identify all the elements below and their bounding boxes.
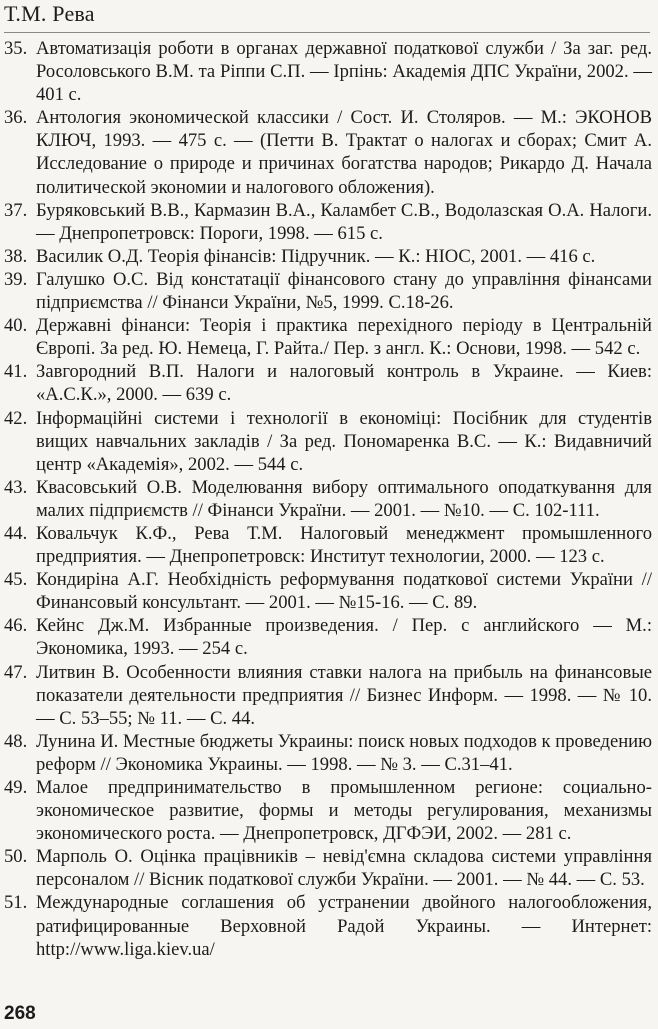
reference-number: 40. <box>4 315 28 337</box>
reference-number: 49. <box>4 777 28 798</box>
reference-text: Кондиріна А.Г. Необхідність реформування податкової системи України // Финансовый консультант. — 2001. — №15-16. — С. 89. <box>36 569 652 614</box>
reference-text: Малое предпринимательство в промышленном регионе: социально-экономическое развитие, формы и методы регулирования, механизмы экономического роста. — Днепропетровск, ДГФЭИ, 2002. — 281 с. <box>36 777 652 845</box>
reference-text: Буряковський В.В., Кармазин В.А., Каламбет С.В., Водолазская О.А. Налоги. — Днепропетровск: Пороги, 1998. — 615 с. <box>36 199 652 244</box>
reference-item <box>4 845 652 891</box>
reference-text: Марполь О. Оцінка працівників – невід'ємна складова системи управління персоналом // Вісник податкової служби України. — 2001. — № 44. — С. 53. <box>36 846 652 891</box>
reference-item <box>4 106 652 198</box>
reference-item <box>4 522 652 568</box>
reference-text: Квасовський О.В. Моделювання вибору оптимального оподаткування для малих підприємств // Фінанси України. — 2001. — №10. — С. 102-111. <box>36 476 652 521</box>
reference-number: 44. <box>4 522 28 544</box>
reference-number: 50. <box>4 846 28 868</box>
reference-text: Литвин В. Особенности влияния ставки налога на прибыль на финансовые показатели деятельности предприятия // Бизнес Информ. — 1998. — № 10. — С. 53–55; № 11. — С. 44. <box>36 661 652 729</box>
reference-text: Інформаційні системи і технології в економіці: Посібник для студентів вищих навчальних закладів / За ред. Пономаренка В.С. — К.: Видавничий центр «Академія», 2002. — 544 с. <box>36 407 652 475</box>
reference-item <box>4 199 652 245</box>
reference-text: Антология экономической классики / Сост. И. Столяров. — М.: ЭКОНОВ КЛЮЧ, 1993. — 475 с. — (Петти В. Трактат о налогах и сборах; Смит А. Исследование о природе и причинах богатства народов; Рикардо Д. Начала политической экономии и налогового обложения). <box>36 107 652 198</box>
reference-number: 47. <box>4 661 28 683</box>
reference-number: 51. <box>4 892 28 914</box>
reference-number: 48. <box>4 730 28 752</box>
reference-item <box>4 245 652 268</box>
reference-item <box>4 730 652 776</box>
reference-item <box>4 37 652 106</box>
reference-item <box>4 314 652 360</box>
page-number: 268 <box>4 1003 36 1024</box>
reference-number: 35. <box>4 38 28 59</box>
reference-number: 36. <box>4 107 28 129</box>
reference-item <box>4 360 652 406</box>
reference-item <box>4 407 652 476</box>
reference-text: Лунина И. Местные бюджеты Украины: поиск новых подходов к проведению реформ // Экономика Украины. — 1998. — № 3. — С.31–41. <box>36 730 652 775</box>
reference-list <box>4 37 652 961</box>
reference-number: 37. <box>4 199 28 221</box>
reference-text: Завгородний В.П. Налоги и налоговый контроль в Украине. — Киев: «А.С.К.», 2000. — 639 с. <box>36 361 652 406</box>
reference-item <box>4 476 652 522</box>
reference-text: Галушко О.С. Від констатації фінансового стану до управління фінансами підприємства // Фінанси України, №5, 1999. С.18-26. <box>36 268 652 314</box>
reference-item <box>4 891 652 960</box>
running-header: Т.М. Рева <box>4 1 95 26</box>
reference-item <box>4 614 652 660</box>
reference-text: Кейнс Дж.М. Избранные произведения. / Пер. с английского — М.: Экономика, 1993. — 254 с. <box>36 615 652 660</box>
reference-number: 38. <box>4 245 28 267</box>
reference-text: Ковальчук К.Ф., Рева Т.М. Налоговый менеджмент промышленного предприятия. — Днепропетровск: Институт технологии, 2000. — 123 с. <box>36 522 652 568</box>
reference-number: 45. <box>4 569 28 591</box>
reference-number: 42. <box>4 407 28 429</box>
reference-item <box>4 268 652 314</box>
header-divider <box>4 32 650 33</box>
reference-text: Автоматизація роботи в органах державної податкової служби / За заг. ред. Росоловського В.М. та Ріппи С.П. — Ірпінь: Академія ДПС України, 2002. — 401 с. <box>36 38 652 106</box>
reference-text: Международные соглашения об устранении двойного налогообложения, ратифицированные Верховной Радой Украины. — Интернет: http://www.liga.kiev.ua/ <box>36 892 652 960</box>
reference-text: Державні фінанси: Теорія і практика перехідного періоду в Центральній Європі. За ред. Ю. Немеца, Г. Райта./ Пер. з англ. К.: Основи, 1998. — 542 с. <box>36 315 652 360</box>
reference-text: Василик О.Д. Теорія фінансів: Підручник. — К.: НІОС, 2001. — 416 с. <box>36 245 596 267</box>
reference-number: 39. <box>4 268 28 290</box>
reference-number: 43. <box>4 476 28 498</box>
reference-item <box>4 661 652 730</box>
reference-number: 41. <box>4 361 28 383</box>
reference-number: 46. <box>4 615 28 637</box>
reference-item <box>4 776 652 845</box>
reference-item <box>4 568 652 614</box>
